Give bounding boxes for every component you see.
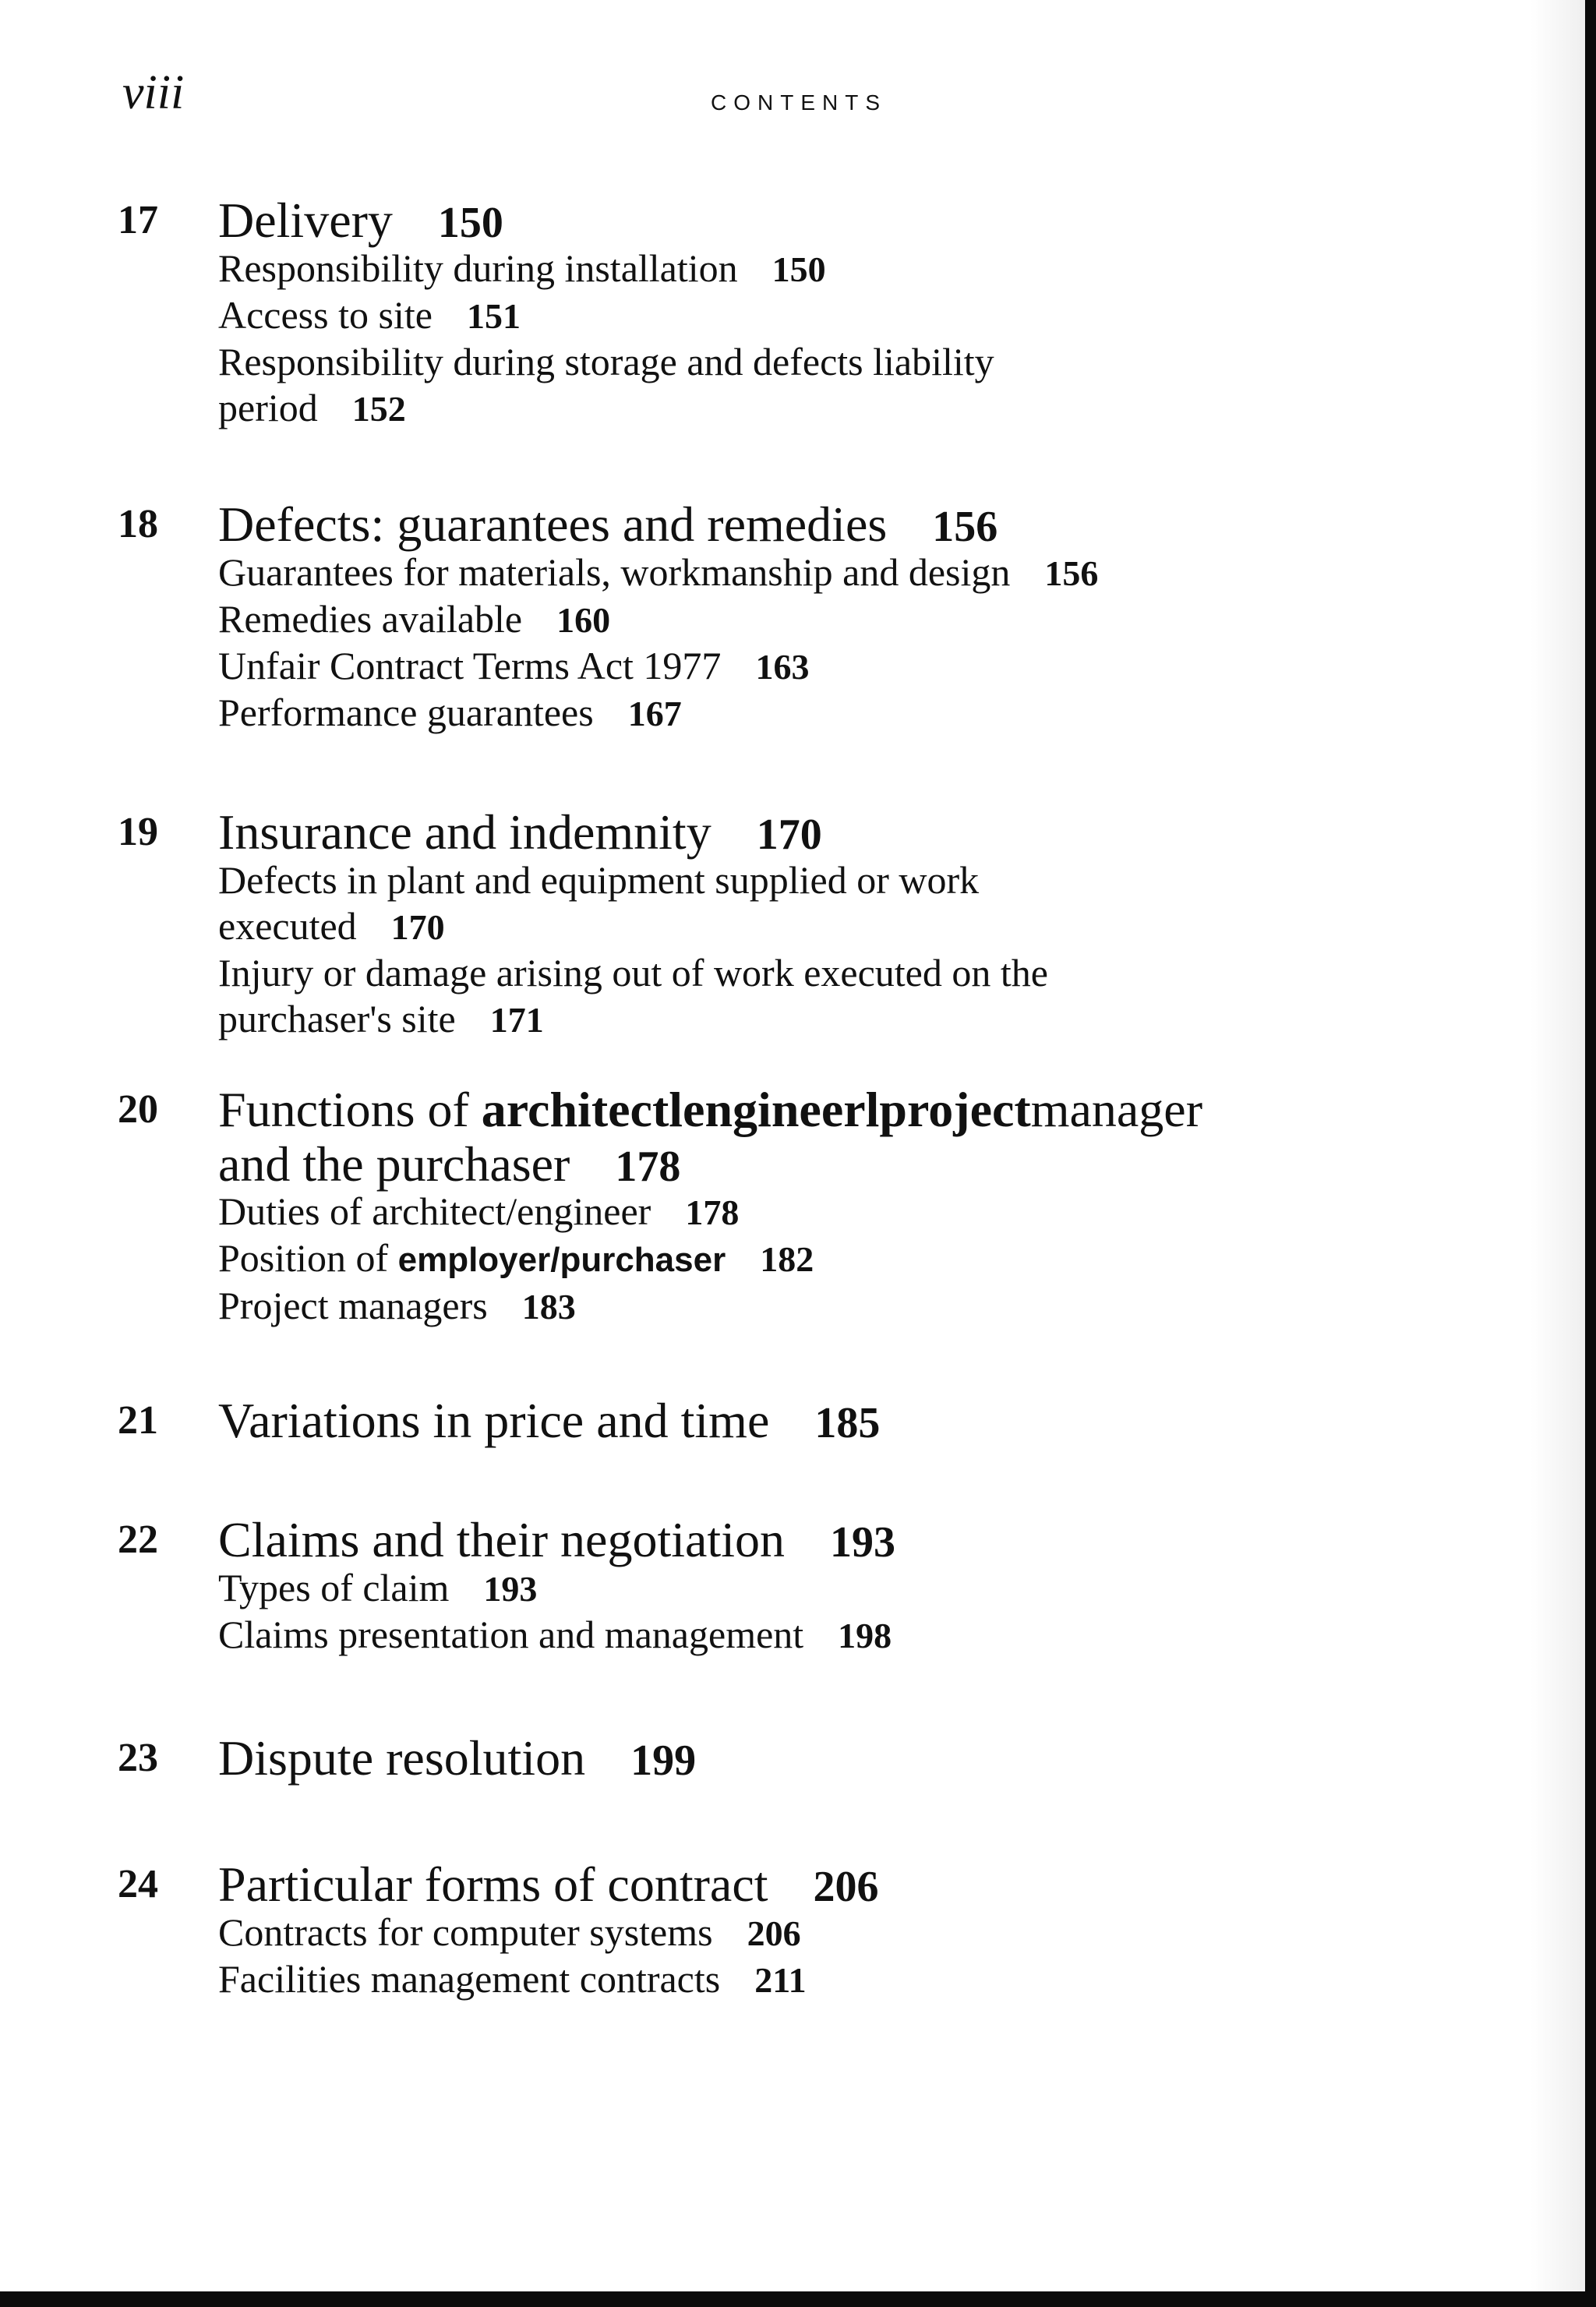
section-entry: Claims presentation and management 198: [218, 1613, 892, 1656]
chapter-number: 22: [118, 1517, 158, 1562]
chapter-title: Variations in price and time 185: [218, 1393, 881, 1448]
chapter-number: 18: [118, 502, 158, 546]
section-list: [218, 1189, 1325, 1330]
scan-border-right: [1585, 0, 1596, 2307]
section-list: [218, 246, 1325, 432]
section-entry: Defects in plant and equipment supplied or work: [218, 858, 980, 902]
section-entry: Position of employer/purchaser 182: [218, 1236, 814, 1280]
section-entry-continued: period 152: [218, 386, 406, 429]
page-folio: viii: [122, 66, 185, 119]
section-entry: Project managers 183: [218, 1284, 576, 1327]
section-entry: Performance guarantees 167: [218, 691, 682, 734]
chapter-title: Functions of architectlengineerlprojectmanager and the purchaser 178: [218, 1082, 1202, 1192]
section-entry-continued: purchaser's site 171: [218, 997, 544, 1040]
chapter-number: 20: [118, 1087, 158, 1132]
section-entry: Contracts for computer systems 206: [218, 1910, 801, 1954]
chapter-number: 17: [118, 198, 158, 242]
chapter-number: 19: [118, 810, 158, 854]
section-entry: Responsibility during installation 150: [218, 246, 826, 290]
section-entry-continued: executed 170: [218, 904, 445, 948]
section-entry: Injury or damage arising out of work executed on the: [218, 951, 1048, 995]
chapter-page: 199: [630, 1736, 697, 1785]
section-entry: Unfair Contract Terms Act 1977 163: [218, 644, 810, 687]
section-entry: Remedies available 160: [218, 597, 611, 641]
chapter-title: Defects: guarantees and remedies 156: [218, 496, 998, 552]
chapter-title: Particular forms of contract 206: [218, 1857, 879, 1912]
chapter-page: 206: [813, 1863, 879, 1911]
scan-border-bottom: [0, 2291, 1596, 2307]
chapter-title: Delivery 150: [218, 193, 503, 248]
chapter-page: 185: [814, 1399, 881, 1447]
chapter-page: 178: [615, 1143, 681, 1191]
section-entry: Access to site 151: [218, 293, 521, 337]
chapter-page: 170: [756, 811, 822, 859]
section-entry: Responsibility during storage and defects liability: [218, 340, 994, 383]
chapter-title: Claims and their negotiation 193: [218, 1512, 895, 1567]
section-entry: Duties of architect/engineer 178: [218, 1189, 740, 1233]
section-entry: Types of claim 193: [218, 1566, 538, 1609]
chapter-page: 150: [437, 199, 503, 247]
section-entry: Guarantees for materials, workmanship and design 156: [218, 550, 1099, 594]
running-head: CONTENTS: [711, 90, 887, 115]
page-edge-shadow: [1531, 0, 1585, 2291]
chapter-page: 156: [932, 503, 998, 551]
section-list: [218, 857, 1325, 1043]
chapter-number: 21: [118, 1398, 158, 1443]
chapter-page: 193: [829, 1518, 895, 1567]
chapter-title: Dispute resolution 199: [218, 1730, 697, 1786]
chapter-number: 24: [118, 1862, 158, 1906]
section-list: [218, 1910, 1325, 2003]
chapter-number: 23: [118, 1736, 158, 1780]
section-entry: Facilities management contracts 211: [218, 1957, 807, 2001]
chapter-title: Insurance and indemnity 170: [218, 804, 822, 860]
section-list: [218, 549, 1325, 737]
section-list: [218, 1565, 1325, 1659]
